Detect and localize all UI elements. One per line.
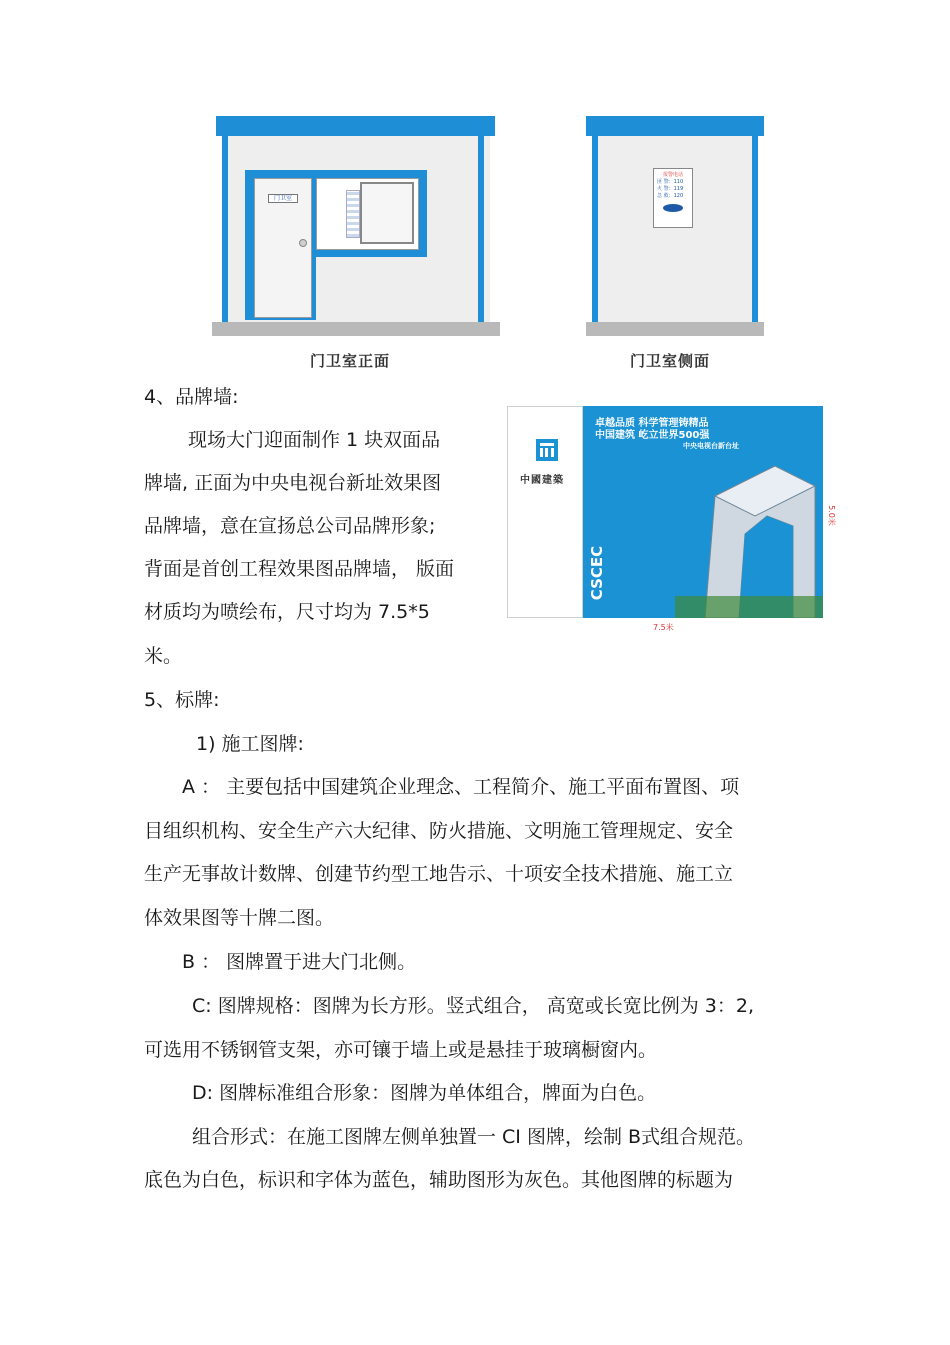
side-notice-emblem-icon [663, 204, 683, 212]
paragraph-line: 材质均为喷绘布，尺寸均为 7.5*5 [144, 601, 430, 623]
front-right-pillar [478, 136, 484, 322]
front-base [212, 322, 500, 336]
brand-slogan-line2: 中国建筑 屹立世界500强 [595, 430, 710, 441]
paragraph-line: B ： 图牌置于进大门北侧。 [182, 951, 417, 973]
front-caption: 门卫室正面 [310, 352, 391, 370]
brand-vertical-text: CSCEC [588, 545, 606, 601]
paragraph-line: 目组织机构、安全生产六大纪律、防火措施、文明施工管理规定、安全 [144, 820, 734, 842]
side-base [586, 322, 764, 336]
paragraph-line: 体效果图等十牌二图。 [144, 907, 335, 929]
cctv-tower-illustration [675, 456, 823, 618]
wall-cutout [316, 257, 427, 320]
paragraph-line: 生产无事故计数牌、创建节约型工地告示、十项安全技术措施、施工立 [144, 863, 734, 885]
brand-wall-left-panel [507, 406, 583, 618]
front-roof [216, 116, 495, 136]
side-notice-line: 火 警：119 [657, 186, 684, 192]
side-notice-board [653, 168, 693, 228]
section-4-heading: 4、品牌墙: [144, 386, 239, 408]
paragraph-line: C: 图牌规格：图牌为长方形。竖式组合， 高宽或长宽比例为 3：2, [192, 995, 755, 1017]
section-5-heading: 5、标牌: [144, 689, 220, 711]
guardhouse-side-figure [586, 116, 766, 340]
brand-logo-text: 中國建築 [520, 475, 564, 486]
brand-subtitle: 中央电视台新台址 [683, 442, 739, 450]
paragraph-line: 组合形式：在施工图牌左侧单独置一 CI 图牌，绘制 B式组合规范。 [192, 1126, 756, 1148]
paragraph-line: 牌墙, 正面为中央电视台新址效果图 [144, 472, 442, 494]
paragraph-line: 现场大门迎面制作 1 块双面品 [188, 429, 441, 451]
brand-wall-figure [507, 406, 836, 632]
door-sign: 门卫室 [268, 194, 298, 203]
side-right-pillar [752, 136, 758, 322]
guardhouse-front-figure [212, 116, 500, 340]
paragraph-line: D: 图牌标准组合形象：图牌为单体组合，牌面为白色。 [192, 1082, 657, 1104]
side-left-pillar [592, 136, 598, 322]
side-notice-line: 匪 警：110 [657, 179, 684, 185]
height-label: 5.0米 [826, 505, 836, 526]
paragraph-line: 品牌墙，意在宣扬总公司品牌形象; [144, 515, 436, 537]
brand-wall-right-panel [583, 406, 823, 618]
side-roof [586, 116, 764, 136]
paragraph-line: 米。 [144, 645, 183, 667]
side-caption: 门卫室侧面 [630, 352, 711, 370]
paragraph-line: 可选用不锈钢管支架，亦可镶于墙上或是悬挂于玻璃橱窗内。 [144, 1039, 658, 1061]
subsection-heading: 1) 施工图牌: [196, 733, 304, 755]
window-pane [360, 182, 414, 244]
side-wall [592, 136, 758, 322]
front-left-pillar [222, 136, 228, 322]
brand-slogan-line1: 卓越品质 科学管理铸精品 [595, 418, 709, 429]
window-notice [346, 190, 360, 238]
paragraph-line: 背面是首创工程效果图品牌墙， 版面 [144, 558, 455, 580]
side-notice-line: 急 救：120 [657, 193, 684, 199]
width-label: 7.5米 [653, 623, 674, 632]
cscec-logo-icon [536, 439, 558, 461]
paragraph-line: A ： 主要包括中国建筑企业理念、工程简介、施工平面布置图、项 [182, 776, 740, 798]
paragraph-line: 底色为白色，标识和字体为蓝色，辅助图形为灰色。其他图牌的标题为 [144, 1169, 734, 1191]
door-knob [299, 239, 307, 247]
side-notice-title: 报警电话 [662, 172, 683, 178]
